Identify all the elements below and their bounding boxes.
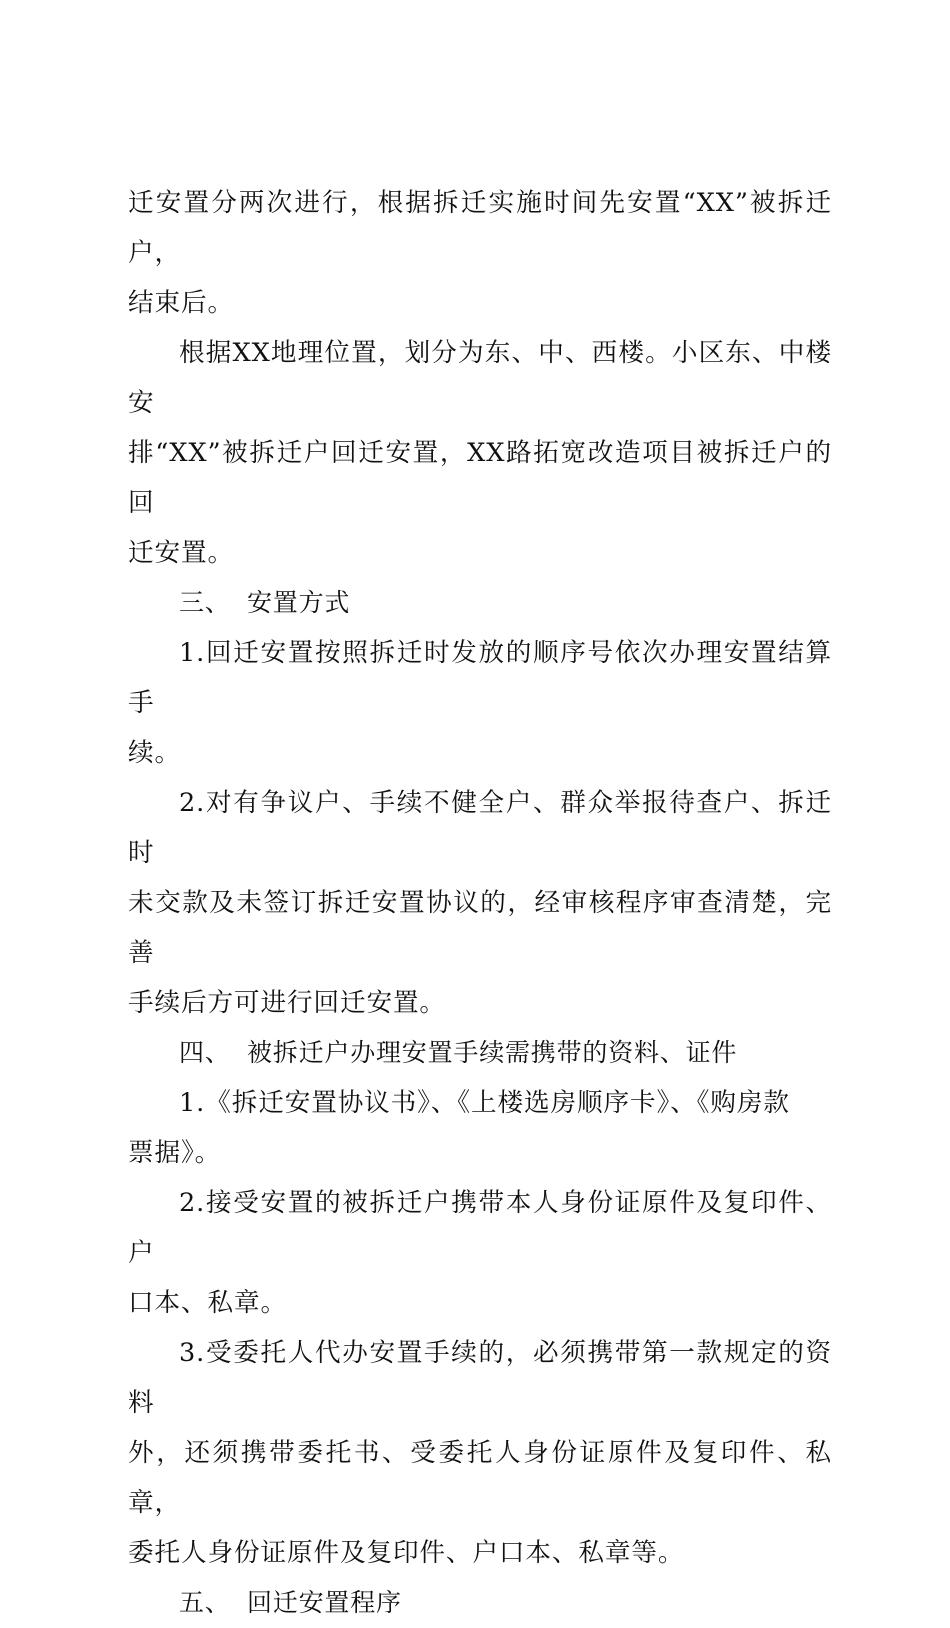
- paragraph: [128, 1328, 832, 1578]
- text-line: 排“XX”被拆迁户回迁安置，XX路拓宽改造项目被拆迁户的回: [128, 438, 832, 518]
- text-line: 手续后方可进行回迁安置。: [128, 988, 446, 1018]
- text-line: 1.回迁安置按照拆迁时发放的顺序号依次办理安置结算手: [128, 638, 832, 718]
- text-line: 委托人身份证原件及复印件、户口本、私章等。: [128, 1538, 685, 1568]
- text-line: 迁安置分两次进行，根据拆迁实施时间先安置“XX”被拆迁户，: [128, 188, 832, 268]
- section-heading-3: [128, 578, 832, 628]
- section-heading-4: [128, 1028, 832, 1078]
- section-number: 五、: [179, 1588, 231, 1617]
- paragraph: [128, 1178, 832, 1328]
- text-line: 口本、私章。: [128, 1288, 287, 1318]
- section-heading-5: [128, 1578, 832, 1628]
- text-line: 2.对有争议户、手续不健全户、群众举报待查户、拆迁时: [128, 788, 832, 868]
- section-number: 三、: [179, 588, 231, 617]
- text-line: 结束后。: [128, 288, 234, 318]
- text-line: 1.《拆迁安置协议书》、《上楼选房顺序卡》、《购房款: [179, 1088, 790, 1118]
- text-line: 续。: [128, 738, 181, 768]
- section-title: 被拆迁户办理安置手续需携带的资料、证件: [247, 1038, 738, 1067]
- paragraph: [128, 778, 832, 1028]
- document-body: [128, 178, 832, 1628]
- section-title: 回迁安置程序: [247, 1588, 402, 1617]
- text-line: 外，还须携带委托书、受委托人身份证原件及复印件、私章，: [128, 1438, 832, 1518]
- paragraph: [128, 628, 832, 778]
- section-number: 四、: [179, 1038, 231, 1067]
- text-line: 票据》。: [128, 1138, 222, 1168]
- text-line: 2.接受安置的被拆迁户携带本人身份证原件及复印件、户: [128, 1188, 832, 1268]
- text-line: 3.受委托人代办安置手续的，必须携带第一款规定的资料: [128, 1338, 832, 1418]
- text-line: 未交款及未签订拆迁安置协议的，经审核程序审查清楚，完善: [128, 888, 832, 968]
- text-line: 迁安置。: [128, 538, 234, 568]
- text-line: 根据XX地理位置，划分为东、中、西楼。小区东、中楼安: [128, 338, 832, 418]
- paragraph: [128, 328, 832, 578]
- section-title: 安置方式: [247, 588, 351, 617]
- paragraph: [128, 178, 832, 328]
- paragraph: [128, 1078, 832, 1178]
